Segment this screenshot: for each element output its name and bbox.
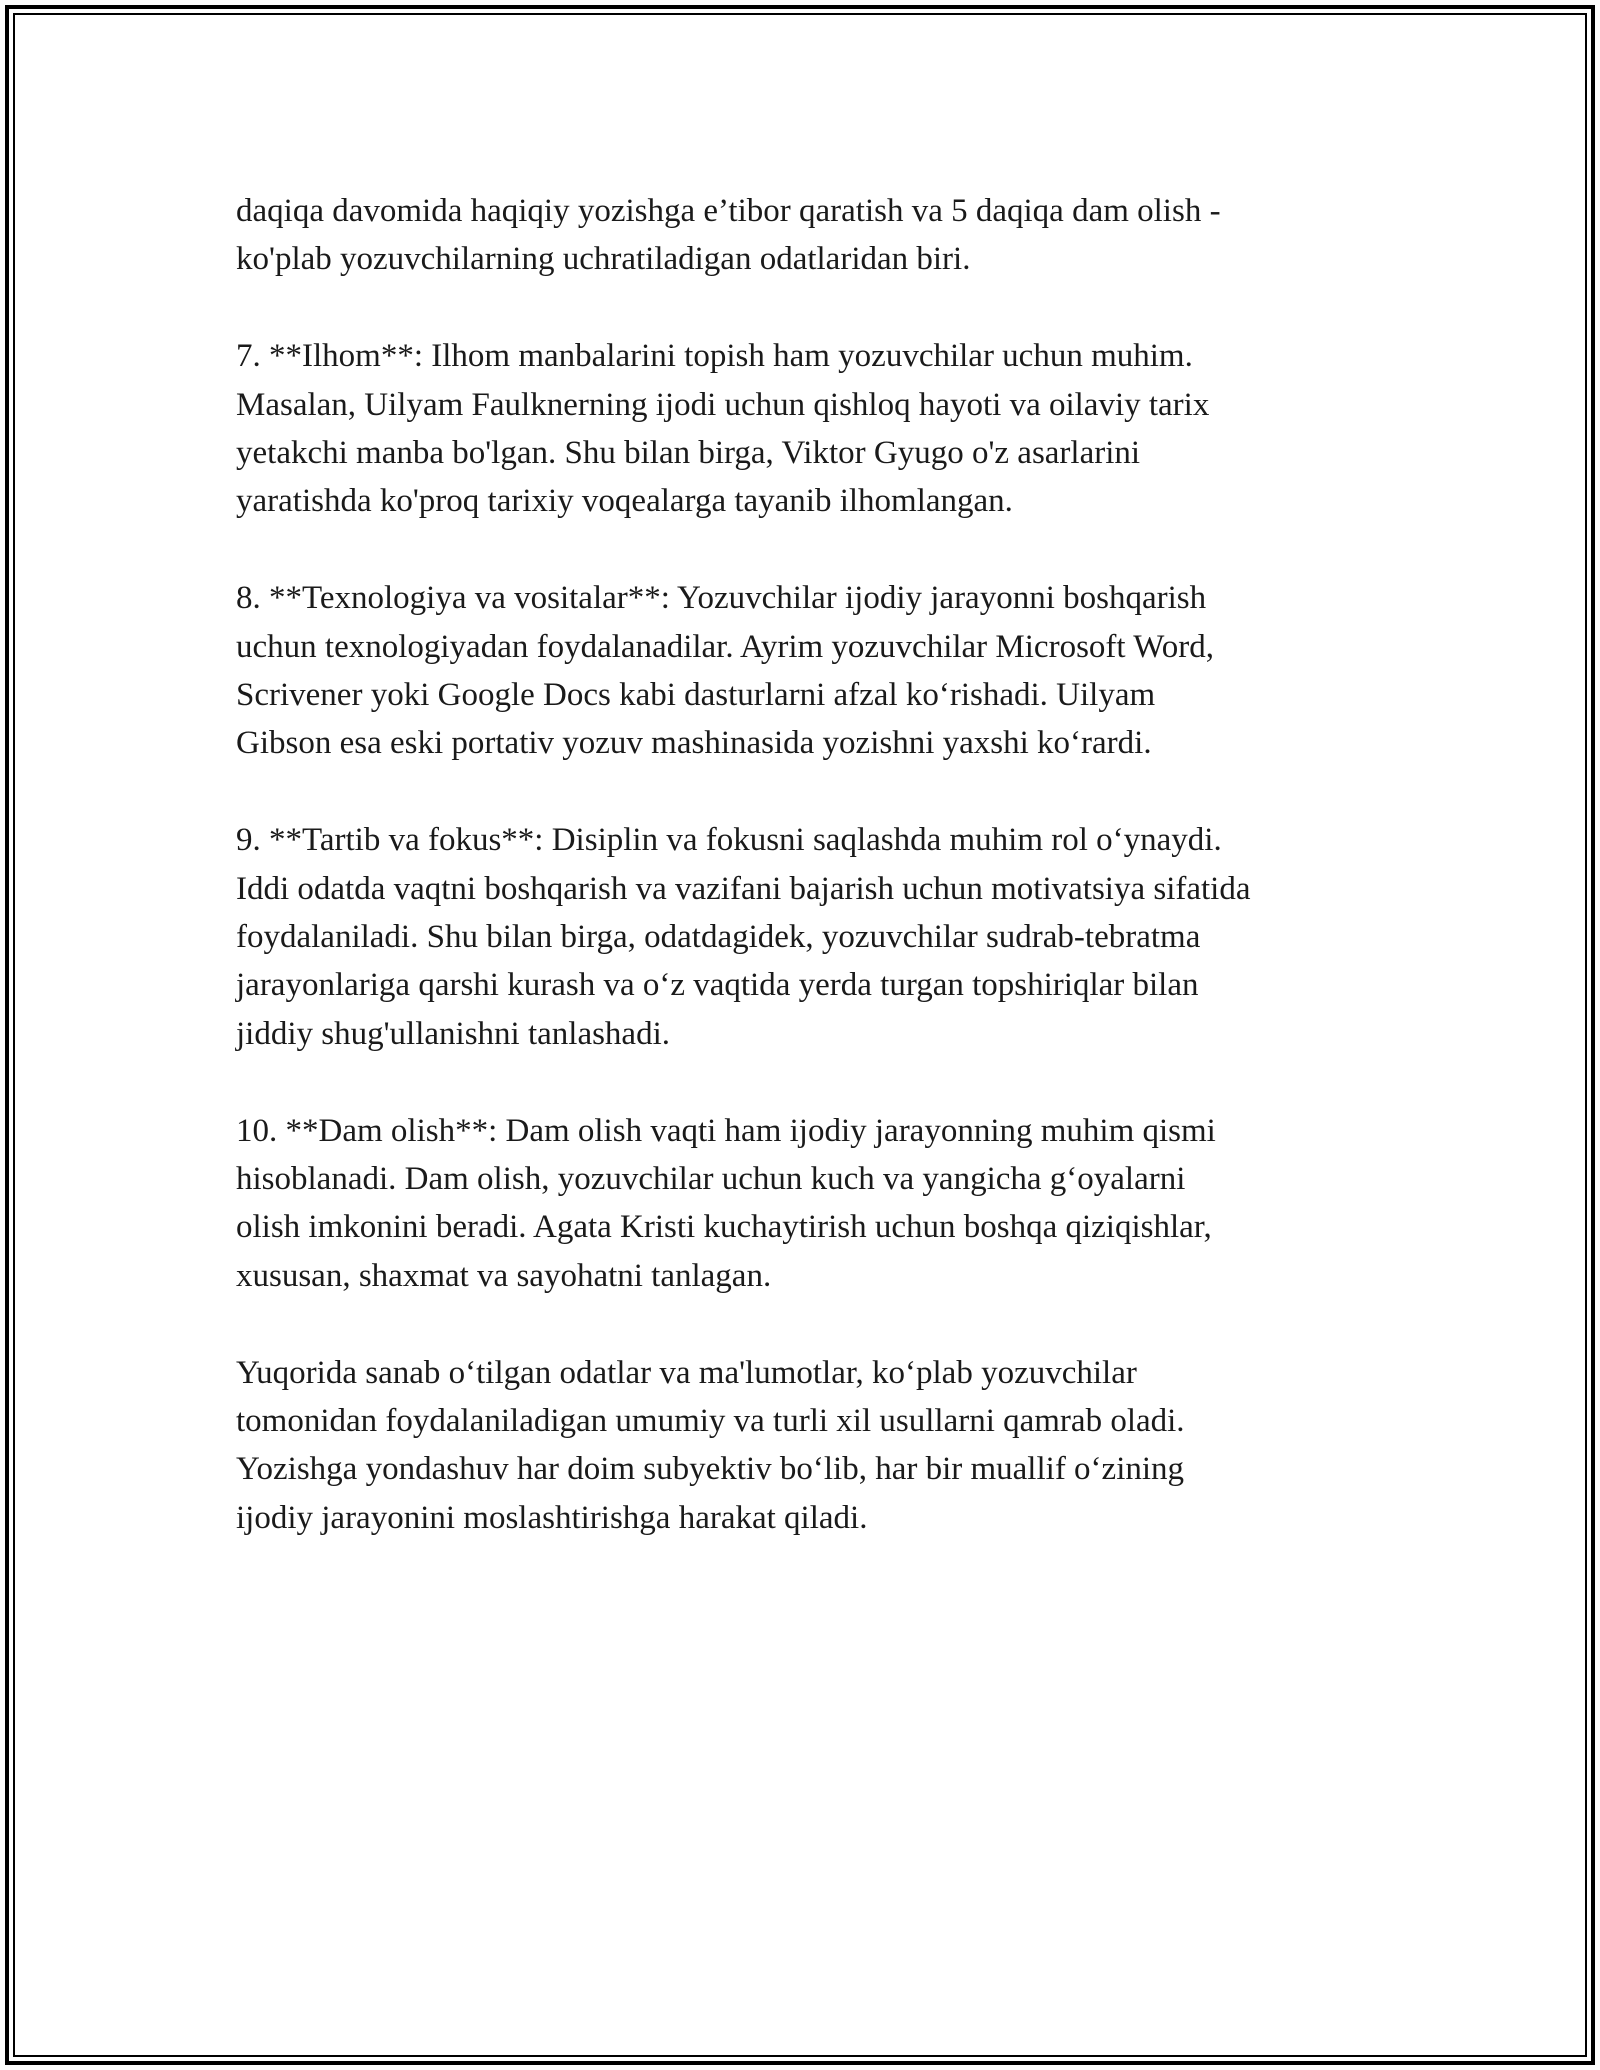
- paragraph-item-8: 8. **Texnologiya va vositalar**: Yozuvchilar ijodiy jarayonni boshqarish uchun texnologiyadan foydalanadilar. Ayrim yozuvchilar Microsoft Word, Scrivener yoki Google Docs kabi dasturlarni afzal ko‘rishadi. Uilyam Gibson esa eski portativ yozuv mashinasida yozishni yaxshi ko‘rardi.: [236, 580, 1214, 762]
- paragraph-continuation: daqiqa davomida haqiqiy yozishga e’tibor qaratish va 5 daqiqa dam olish - ko'plab yozuvchilarning uchratiladigan odatlaridan biri.: [236, 193, 1221, 278]
- paragraph-item-9: 9. **Tartib va fokus**: Disiplin va fokusni saqlashda muhim rol o‘ynaydi. Iddi odatda vaqtni boshqarish va vazifani bajarish uchun motivatsiya sifatida foydalaniladi. Shu bilan birga, odatdagidek, yozuvchilar sudrab-tebratma jarayonlariga qarshi kurash va o‘z vaqtida yerda turgan topshiriqlar bilan jiddiy shug'ullanishni tanlashadi.: [236, 822, 1251, 1052]
- paragraph-item-10: 10. **Dam olish**: Dam olish vaqti ham ijodiy jarayonning muhim qismi hisoblanadi. Dam olish, yozuvchilar uchun kuch va yangicha g‘oyalarni olish imkonini beradi. Agata Kristi kuchaytirish uchun boshqa qiziqishlar, xususan, shaxmat va sayohatni tanlagan.: [236, 1112, 1216, 1294]
- paragraph-item-7: 7. **Ilhom**: Ilhom manbalarini topish ham yozuvchilar uchun muhim. Masalan, Uilyam Faulknerning ijodi uchun qishloq hayoti va oilaviy tarix yetakchi manba bo'lgan. Shu bilan birga, Viktor Gyugo o'z asarlarini yaratishda ko'proq tarixiy voqealarga tayanib ilhomlangan.: [236, 338, 1210, 520]
- paragraph-conclusion: Yuqorida sanab o‘tilgan odatlar va ma'lumotlar, ko‘plab yozuvchilar tomonidan foydalaniladigan umumiy va turli xil usullarni qamrab oladi. Yozishga yondashuv har doim subyektiv bo‘lib, har bir muallif o‘zining ijodiy jarayonini moslashtirishga harakat qiladi.: [236, 1354, 1185, 1536]
- document-body: [236, 187, 1426, 1542]
